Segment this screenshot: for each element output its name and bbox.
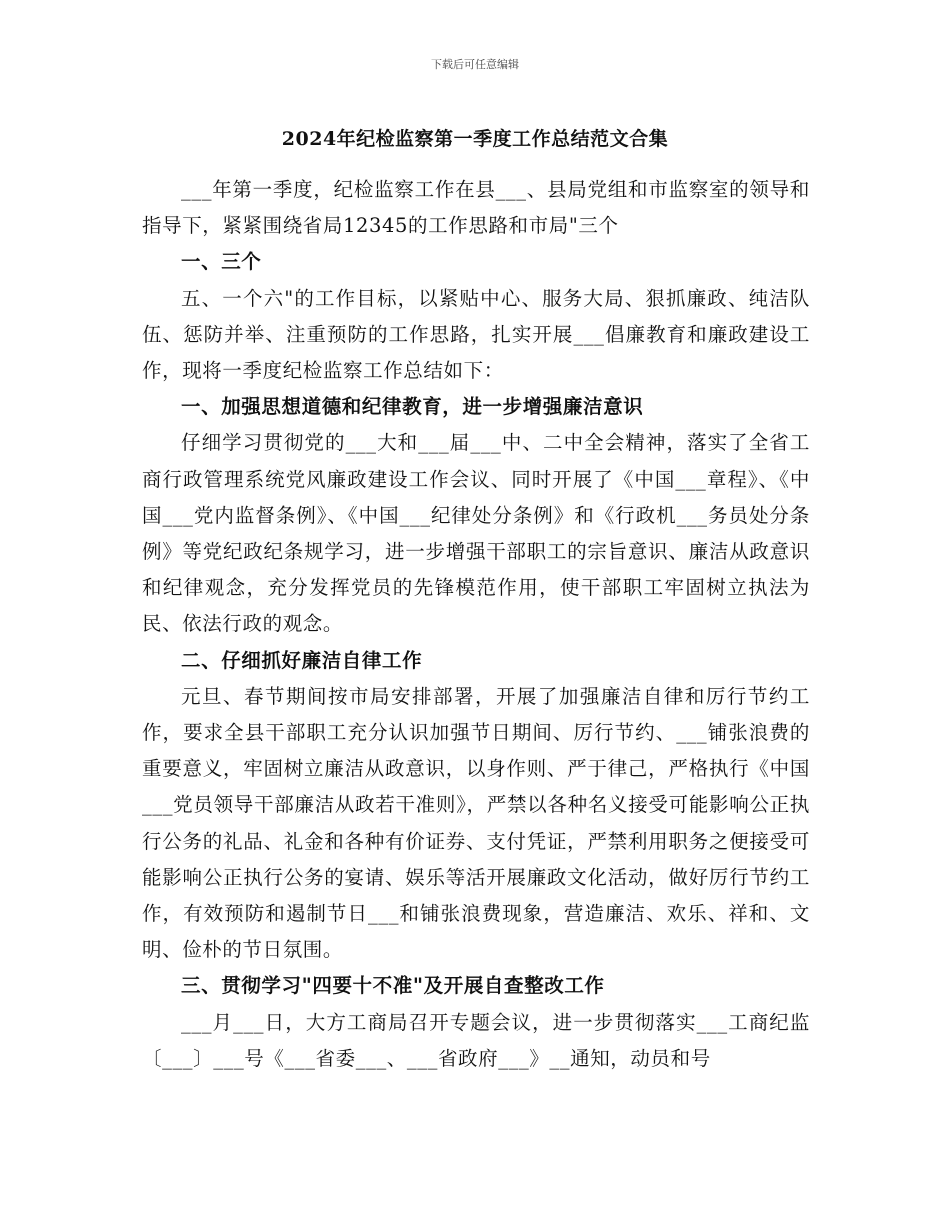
section-heading: 一、三个 — [181, 250, 262, 274]
document-body — [142, 172, 810, 1077]
header-note: 下载后可任意编辑 — [431, 58, 519, 71]
paragraph: 五、一个六"的工作目标，以紧贴中心、服务大局、狠抓廉政、纯洁队伍、惩防并举、注重预防的工作思路，扎实开展___倡廉教育和廉政建设工作，现将一季度纪检监察工作总结如下： — [142, 286, 810, 383]
paragraph: 仔细学习贯彻党的___大和___届___中、二中全会精神，落实了全省工商行政管理系统党风廉政建设工作会议、同时开展了《中国___章程》、《中国___党内监督条例》、《中国___纪律处分条例》和《行政机___务员处分条例》等党纪政纪条规学习，进一步增强干部职工的宗旨意识、廉洁从政意识和纪律观念，充分发挥党员的先锋模范作用，使干部职工牢固树立执法为民、依法行政的观念。 — [142, 431, 810, 636]
paragraph: ___月___日，大方工商局召开专题会议，进一步贯彻落实___工商纪监〔___〕___号《___省委___、___省政府___》__通知，动员和号 — [142, 1010, 810, 1070]
section-heading: 三、贯彻学习"四要十不准"及开展自查整改工作 — [181, 974, 605, 998]
section-heading: 一、加强思想道德和纪律教育，进一步增强廉洁意识 — [181, 395, 644, 419]
paragraph-intro: ___年第一季度，纪检监察工作在县___、县局党组和市监察室的领导和指导下，紧紧围绕省局12345的工作思路和市局"三个 — [142, 178, 810, 238]
section-heading: 二、仔细抓好廉洁自律工作 — [181, 648, 423, 672]
paragraph: 元旦、春节期间按市局安排部署，开展了加强廉洁自律和厉行节约工作，要求全县干部职工充分认识加强节日期间、厉行节约、___铺张浪费的重要意义，牢固树立廉洁从政意识，以身作则、严于律己，严格执行《中国___党员领导干部廉洁从政若干准则》，严禁以各种名义接受可能影响公正执行公务的礼品、礼金和各种有价证券、支付凭证，严禁利用职务之便接受可能影响公正执行公务的宴请、娱乐等活开展廉政文化活动，做好厉行节约工作，有效预防和遏制节日___和铺张浪费现象，营造廉洁、欢乐、祥和、文明、俭朴的节日氛围。 — [142, 684, 810, 962]
document-title: 2024年纪检监察第一季度工作总结范文合集 — [281, 128, 669, 150]
